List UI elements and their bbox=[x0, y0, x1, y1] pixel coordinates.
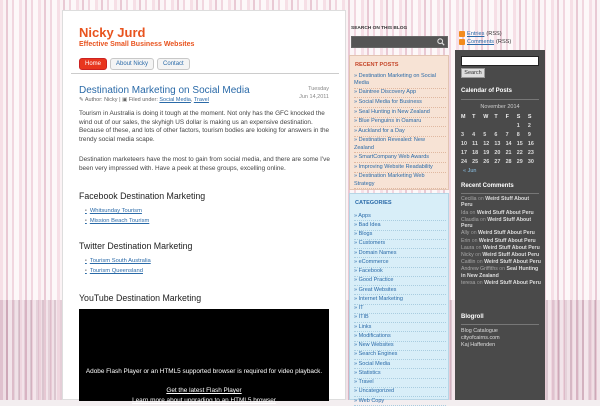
calendar-day: 15 bbox=[516, 140, 523, 147]
comment-author[interactable]: Erin bbox=[461, 237, 471, 244]
link-tourism-south-australia[interactable]: ■ Tourism South Australia bbox=[85, 256, 151, 266]
post-date-day: Tuesday bbox=[308, 86, 329, 92]
category-item[interactable]: » Good Practice bbox=[354, 277, 446, 286]
category-item[interactable]: » IT bbox=[354, 305, 446, 314]
category-item[interactable]: » Travel bbox=[354, 379, 446, 388]
calendar-day: 21 bbox=[505, 149, 512, 156]
search-label: SEARCH ON THIS BLOG bbox=[351, 26, 408, 31]
feed-comments-suffix: (RSS) bbox=[496, 39, 512, 45]
comment-item bbox=[461, 210, 541, 216]
recent-post-item[interactable]: » Blue Penguins in Oamaru bbox=[354, 118, 446, 128]
category-item[interactable]: » Facebook bbox=[354, 268, 446, 277]
calendar-prev-link[interactable]: « Jun bbox=[463, 168, 477, 174]
blogroll-divider bbox=[461, 324, 539, 325]
calendar-day-header: T bbox=[494, 113, 498, 120]
category-item[interactable]: » Modifications bbox=[354, 332, 446, 341]
comment-item bbox=[461, 196, 541, 209]
comment-post[interactable]: Weird Stuff About Peru bbox=[461, 196, 530, 209]
calendar-day: 12 bbox=[483, 140, 490, 147]
category-item[interactable]: » Bad Idea bbox=[354, 221, 446, 230]
nav-divider bbox=[71, 73, 339, 74]
calendar-day-header: S bbox=[527, 113, 532, 120]
category-item[interactable]: » eCommerce bbox=[354, 258, 446, 267]
comment-on: on bbox=[476, 259, 483, 266]
feed-entries-row bbox=[459, 30, 511, 38]
blogroll-item[interactable]: cityofcairns.com bbox=[461, 335, 500, 341]
comment-item bbox=[461, 252, 541, 258]
category-item[interactable]: » Great Websites bbox=[354, 286, 446, 295]
comment-on: on bbox=[475, 252, 481, 259]
calendar-month: November 2014 bbox=[480, 104, 520, 110]
category-item[interactable]: » Internet Marketing bbox=[354, 295, 446, 304]
comment-on: on bbox=[469, 209, 476, 216]
feed-entries-suffix: (RSS) bbox=[486, 31, 502, 37]
recent-comments-list bbox=[461, 196, 541, 287]
calendar-header-row bbox=[461, 112, 539, 121]
post-filed-label: Filed under: bbox=[128, 97, 158, 103]
calendar-day bbox=[472, 121, 483, 130]
comment-item bbox=[461, 266, 541, 279]
category-item[interactable]: » Customers bbox=[354, 240, 446, 249]
calendar-day: 29 bbox=[516, 158, 523, 165]
calendar-day: 7 bbox=[505, 131, 509, 138]
calendar-day: 22 bbox=[516, 149, 523, 156]
feed-entries-link[interactable]: Entries bbox=[467, 31, 485, 37]
calendar-day: 6 bbox=[494, 131, 498, 138]
comment-on: on bbox=[499, 266, 506, 273]
site-tagline: Effective Small Business Websites bbox=[79, 41, 195, 48]
main-nav bbox=[79, 58, 190, 70]
recent-comments-divider bbox=[461, 193, 539, 194]
post-paragraph-2: Destination marketeers have the most to gain from social media, and there are some I've been very impressed with. Have a peek at these groups, excelling online. bbox=[79, 156, 330, 172]
calendar-week-row bbox=[461, 130, 539, 139]
comment-author[interactable]: Ida bbox=[461, 209, 469, 216]
blogroll-list bbox=[461, 328, 500, 349]
twitter-links bbox=[85, 256, 151, 276]
comment-post[interactable]: Weird Stuff About Peru bbox=[482, 244, 540, 251]
recent-post-item[interactable]: » Daintree Discovery App bbox=[354, 89, 446, 99]
calendar-week-row bbox=[461, 157, 539, 166]
post-category-travel[interactable]: Travel bbox=[193, 97, 209, 103]
site-title[interactable]: Nicky Jurd bbox=[79, 25, 146, 40]
calendar-day: 11 bbox=[472, 140, 478, 147]
categories-title: CATEGORIES bbox=[355, 200, 392, 206]
right-sidebar bbox=[455, 50, 545, 400]
calendar-day: 25 bbox=[472, 158, 479, 165]
meta-folder-icon: ▣ bbox=[122, 97, 128, 103]
video-message: Adobe Flash Player or an HTML5 supported browser is required for video playback. bbox=[85, 368, 323, 375]
recent-post-item[interactable]: » SmartCompany Web Awards bbox=[354, 153, 446, 163]
sidebar-search-button[interactable]: Search bbox=[461, 68, 485, 78]
recent-post-item[interactable]: » Social Media for Business bbox=[354, 98, 446, 108]
sidebar-search-input[interactable] bbox=[461, 56, 539, 66]
category-item[interactable]: » Web Copy bbox=[354, 397, 446, 406]
calendar-day-header: F bbox=[505, 113, 509, 120]
category-item[interactable]: » Links bbox=[354, 323, 446, 332]
category-item[interactable]: » New Websites bbox=[354, 342, 446, 351]
calendar-day-header: T bbox=[472, 113, 476, 120]
comment-author[interactable]: teresa bbox=[461, 280, 476, 287]
comment-author[interactable]: Andrew Griffiths bbox=[461, 266, 498, 273]
post-date bbox=[299, 85, 329, 101]
calendar-day-header: M bbox=[461, 113, 466, 120]
calendar-day: 14 bbox=[505, 140, 512, 147]
post-date-value: Jun 14,2011 bbox=[299, 94, 329, 100]
calendar-day bbox=[461, 121, 472, 130]
calendar-week-row bbox=[461, 121, 539, 130]
video-player[interactable] bbox=[79, 309, 329, 404]
comment-on: on bbox=[480, 216, 486, 223]
comment-item bbox=[461, 238, 541, 244]
comment-post[interactable]: Weird Stuff About Peru bbox=[482, 252, 540, 259]
comment-on: on bbox=[476, 280, 483, 287]
comment-post[interactable]: Seal Hunting in New Zealand bbox=[461, 266, 539, 279]
calendar-title: Calendar of Posts bbox=[461, 88, 513, 94]
heading-twitter: Twitter Destination Marketing bbox=[79, 241, 193, 251]
meta-author-icon: ✎ bbox=[79, 97, 84, 103]
video-html5-link[interactable]: Learn more about upgrading to an HTML5 browser bbox=[132, 397, 276, 404]
calendar-day: 5 bbox=[483, 131, 487, 138]
recent-post-item[interactable]: » Destination Revealed: New Zealand bbox=[354, 137, 446, 154]
heading-facebook: Facebook Destination Marketing bbox=[79, 191, 206, 201]
comment-post[interactable]: Weird Stuff About Peru bbox=[484, 280, 541, 287]
nav-tab-home[interactable]: Home bbox=[79, 58, 107, 70]
recent-posts-box bbox=[349, 55, 449, 190]
category-item[interactable]: » Blogs bbox=[354, 231, 446, 240]
nav-tab-contact[interactable]: Contact bbox=[157, 58, 190, 70]
calendar-day: 24 bbox=[461, 158, 467, 165]
link-mission-beach-tourism[interactable]: ■ Mission Beach Tourism bbox=[85, 216, 149, 226]
calendar-day: 20 bbox=[494, 149, 501, 156]
calendar-day: 10 bbox=[461, 140, 467, 147]
calendar-divider bbox=[461, 99, 539, 100]
comment-author[interactable]: Cecilia bbox=[461, 196, 477, 202]
calendar-day: 17 bbox=[461, 149, 467, 156]
search-icon[interactable] bbox=[437, 38, 445, 46]
comment-item bbox=[461, 245, 541, 251]
blogroll-item[interactable]: Kaj Haffenden bbox=[461, 342, 496, 348]
calendar-day: 16 bbox=[527, 140, 534, 147]
calendar-day: 18 bbox=[472, 149, 479, 156]
category-item[interactable]: » Domain Names bbox=[354, 249, 446, 258]
calendar-day-header: W bbox=[483, 113, 489, 120]
calendar-day bbox=[494, 121, 505, 130]
calendar-day: 4 bbox=[472, 131, 476, 138]
facebook-links bbox=[85, 206, 149, 226]
heading-youtube: YouTube Destination Marketing bbox=[79, 293, 202, 303]
post-paragraph-1: Tourism in Australia is doing it tough at the moment. Not only has the GFC knocked the wind out of our sales, the skyhigh US dollar is making us an expensive destination. Because of these, and lots of other factors, tourism bodies are looking for answers in the trendy social media scape. bbox=[79, 110, 330, 143]
comment-on: on bbox=[471, 237, 478, 244]
calendar-table bbox=[461, 112, 539, 166]
blogroll-item[interactable]: Blog Catalogue bbox=[461, 328, 498, 334]
recent-posts-title: RECENT POSTS bbox=[355, 62, 399, 68]
meta-separator: | bbox=[119, 97, 123, 103]
post-author: Author: Nicky bbox=[84, 97, 118, 103]
category-item[interactable]: » Uncategorized bbox=[354, 388, 446, 397]
comment-item bbox=[461, 230, 541, 236]
comment-author[interactable]: Claudia bbox=[461, 216, 479, 223]
comment-author[interactable]: Caitlin bbox=[461, 259, 476, 266]
comment-item bbox=[461, 280, 541, 286]
calendar-day: 13 bbox=[494, 140, 501, 147]
category-item[interactable]: » Social Media bbox=[354, 360, 446, 369]
calendar-day bbox=[483, 121, 494, 130]
comment-post[interactable]: Weird Stuff About Peru bbox=[476, 209, 534, 216]
recent-posts-list bbox=[354, 72, 446, 189]
post-category-social-media[interactable]: Social Media bbox=[159, 97, 191, 103]
post-title[interactable]: Destination Marketing on Social Media bbox=[79, 85, 250, 96]
recent-post-item[interactable]: » Destination Marketing on Social Media bbox=[354, 72, 446, 89]
categories-box bbox=[349, 193, 449, 404]
comment-on: on bbox=[470, 230, 477, 237]
rss-icon bbox=[459, 31, 465, 37]
comment-author[interactable]: Nicky bbox=[461, 252, 474, 259]
calendar-day-header: S bbox=[516, 113, 521, 120]
calendar-day bbox=[506, 121, 517, 130]
blogroll-title: Blogroll bbox=[461, 314, 484, 320]
recent-post-item[interactable]: » Auckland for a Day bbox=[354, 127, 446, 137]
feed-links bbox=[459, 30, 511, 46]
comment-item bbox=[461, 217, 541, 230]
video-flash-link[interactable]: Get the latest Flash Player bbox=[166, 387, 242, 394]
comment-post[interactable]: Weird Stuff About Peru bbox=[478, 237, 536, 244]
category-item[interactable]: » Search Engines bbox=[354, 351, 446, 360]
comment-author[interactable]: Laura bbox=[461, 244, 475, 251]
calendar-day: 30 bbox=[527, 158, 534, 165]
calendar-week-row bbox=[461, 148, 539, 157]
feed-comments-row bbox=[459, 38, 511, 46]
comment-item bbox=[461, 259, 541, 265]
calendar-day: 23 bbox=[527, 149, 534, 156]
categories-list bbox=[354, 212, 446, 406]
comment-post[interactable]: Weird Stuff About Peru bbox=[478, 230, 535, 237]
calendar-day: 9 bbox=[527, 131, 531, 138]
post-meta: ✎ Author: Nicky | ▣ Filed under: Social Media, Travel bbox=[79, 97, 209, 103]
recent-post-item[interactable]: » Improving Website Readability bbox=[354, 163, 446, 173]
calendar-day: 8 bbox=[516, 131, 520, 138]
comment-post[interactable]: Weird Stuff About Peru bbox=[484, 259, 541, 266]
recent-post-item[interactable]: » Destination Marketing Web Strategy bbox=[354, 173, 446, 190]
link-whitsunday-tourism[interactable]: ■ Whitsunday Tourism bbox=[85, 206, 149, 216]
category-item[interactable]: » Statistics bbox=[354, 369, 446, 378]
feed-comments-link[interactable]: Comments bbox=[467, 39, 495, 45]
calendar-day: 19 bbox=[483, 149, 490, 156]
comment-on: on bbox=[478, 196, 484, 202]
link-tourism-queensland[interactable]: ■ Tourism Queensland bbox=[85, 266, 151, 276]
recent-post-item[interactable]: » Seal Hunting in New Zealand bbox=[354, 108, 446, 118]
calendar-day: 1 bbox=[516, 122, 520, 129]
recent-comments-title: Recent Comments bbox=[461, 183, 514, 189]
category-item[interactable]: » Apps bbox=[354, 212, 446, 221]
calendar-week-row bbox=[461, 139, 539, 148]
calendar-day: 27 bbox=[494, 158, 501, 165]
nav-tab-about[interactable]: About Nicky bbox=[110, 58, 154, 70]
comment-post[interactable]: Weird Stuff About Peru bbox=[461, 216, 532, 230]
calendar-day: 2 bbox=[527, 122, 531, 129]
main-content-panel bbox=[62, 10, 346, 404]
category-item[interactable]: » ITIB bbox=[354, 314, 446, 323]
rss-icon bbox=[459, 39, 465, 45]
comment-on: on bbox=[475, 244, 482, 251]
search-input[interactable] bbox=[351, 36, 448, 48]
comment-author[interactable]: Ally bbox=[461, 230, 470, 237]
calendar-day: 28 bbox=[505, 158, 512, 165]
calendar-day: 26 bbox=[483, 158, 490, 165]
calendar-day: 3 bbox=[461, 131, 464, 138]
